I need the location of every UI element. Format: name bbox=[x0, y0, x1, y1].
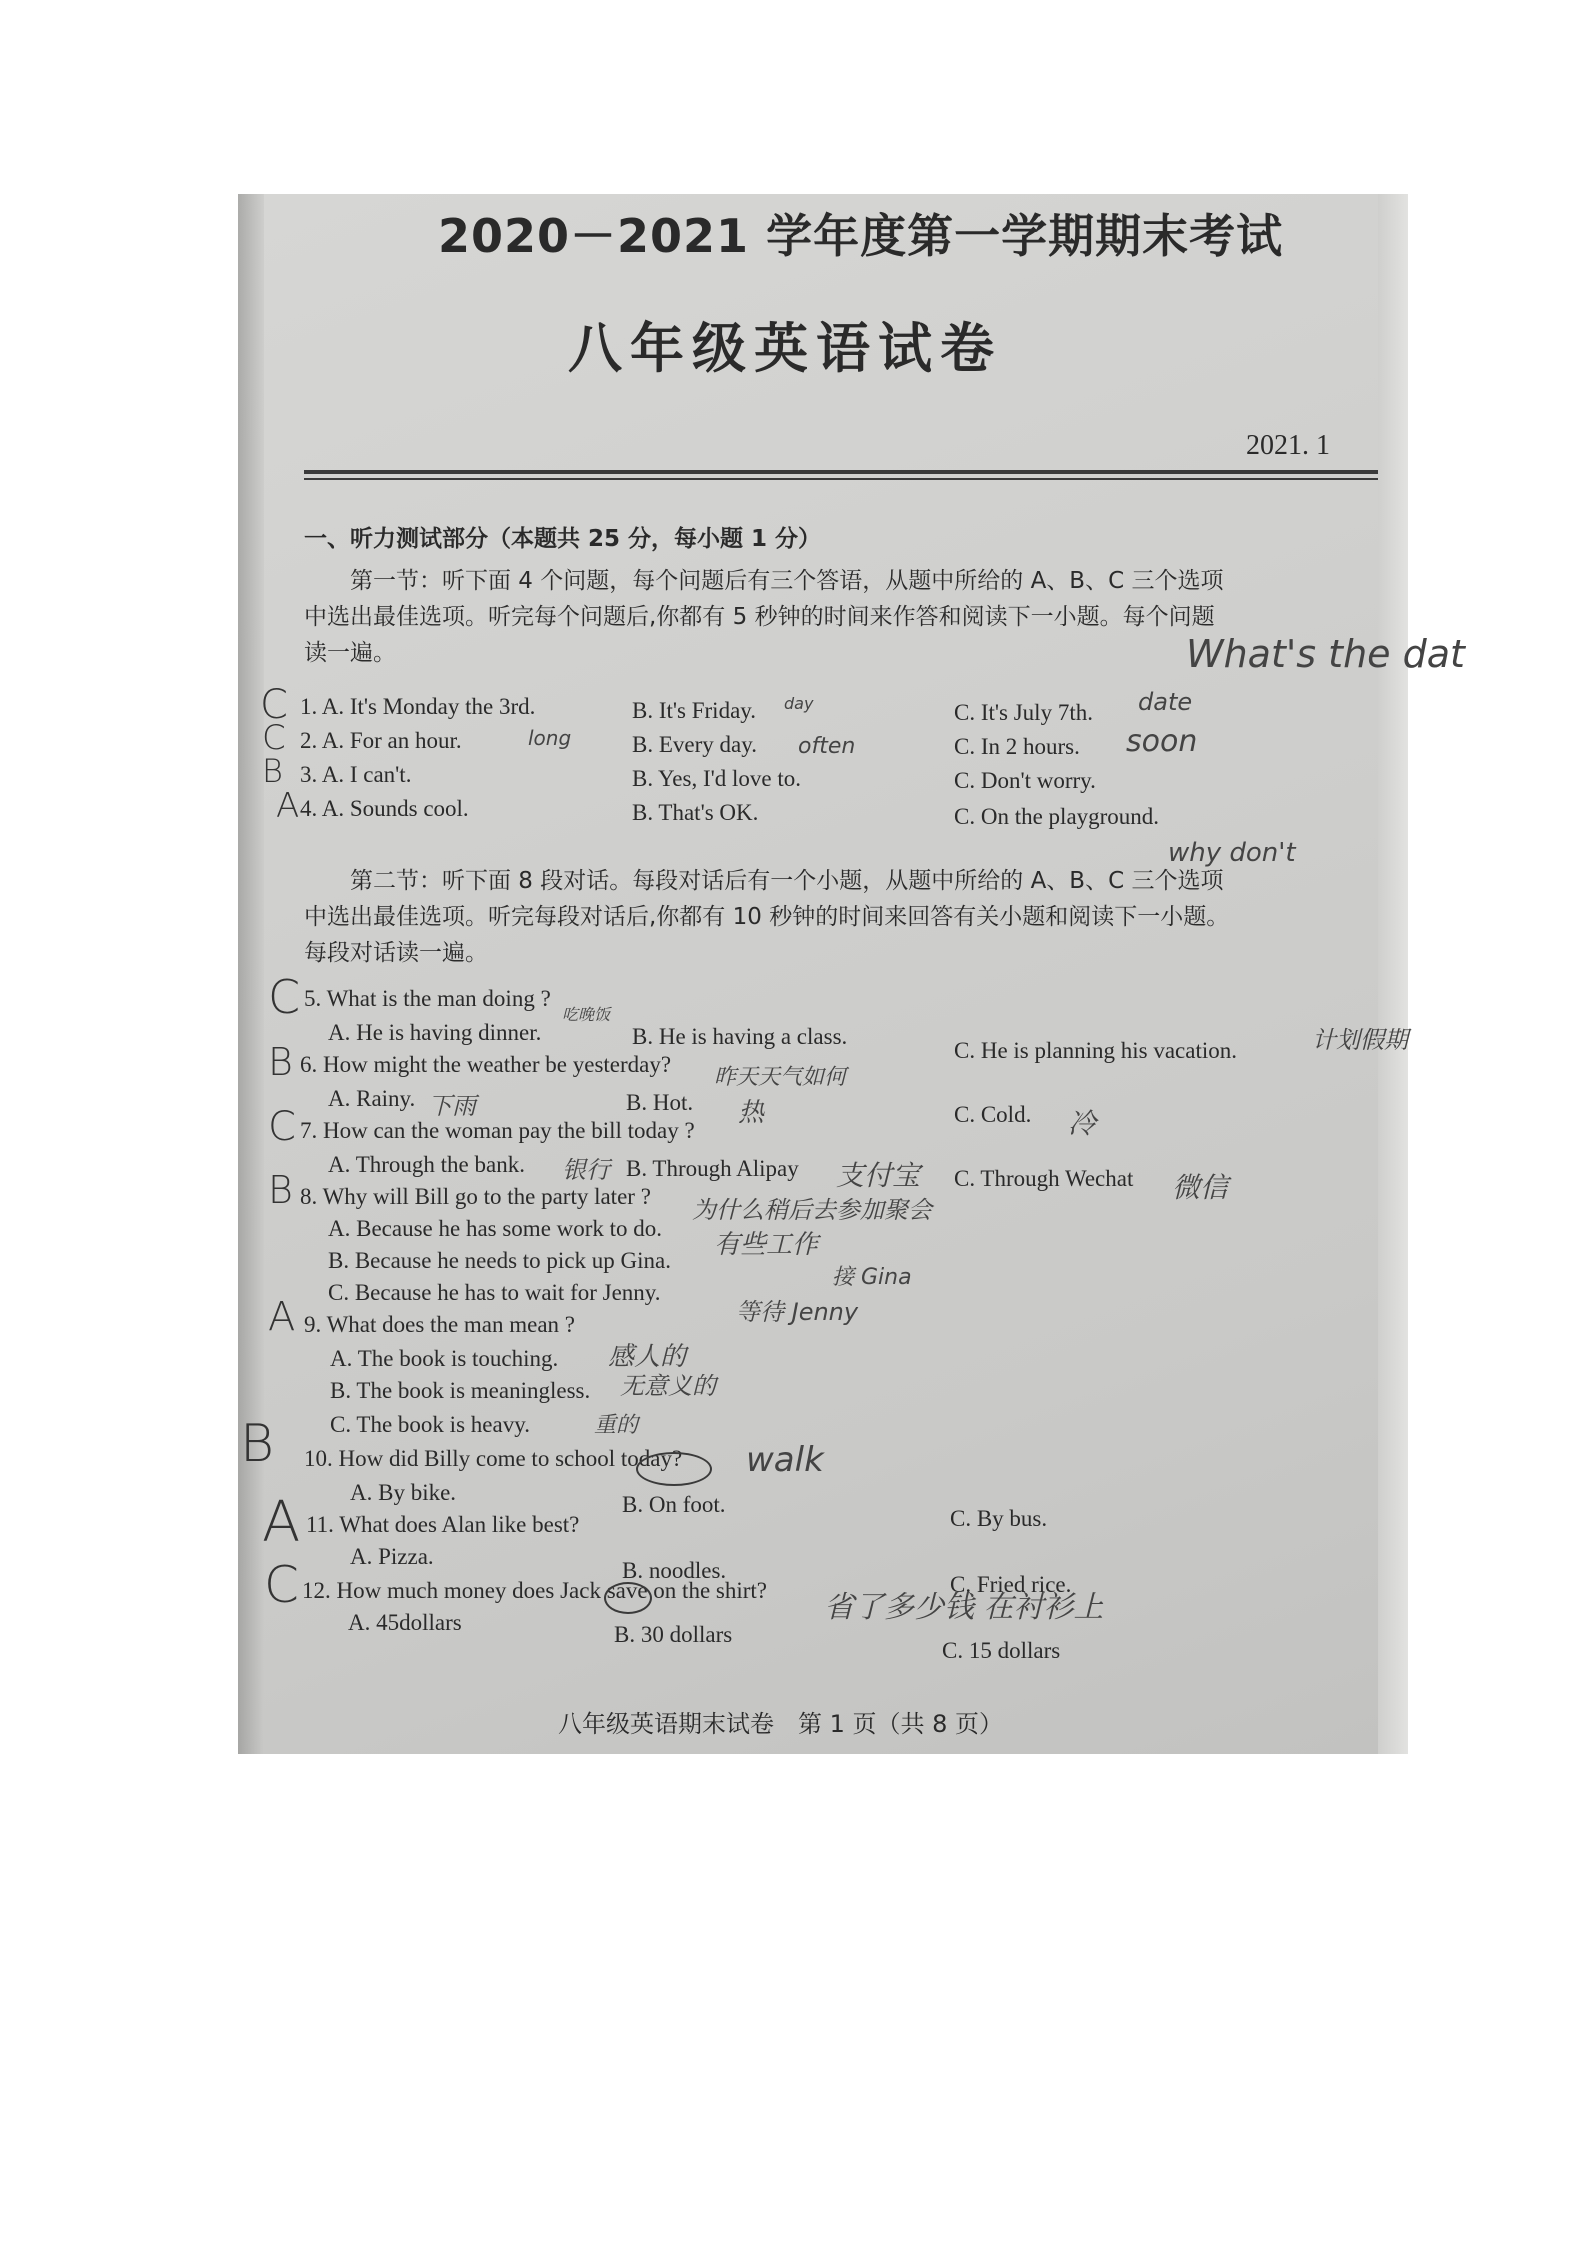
handwritten-answer-5: C bbox=[268, 970, 301, 1024]
handwritten-note-day: day bbox=[784, 694, 814, 713]
handwritten-answer-3: B bbox=[262, 752, 283, 790]
part2-instructions-line2: 中选出最佳选项。听完每段对话后,你都有 10 秒钟的时间来回答有关小题和阅读下一小题。 bbox=[304, 904, 1230, 930]
handwritten-answer-12: C bbox=[264, 1556, 299, 1614]
q6-option-a: A. Rainy. bbox=[328, 1086, 416, 1111]
handwritten-note-wechat: 微信 bbox=[1172, 1171, 1229, 1204]
exam-main-title: 八年级英语试卷 bbox=[568, 317, 1002, 380]
q9-option-b: B. The book is meaningless. bbox=[330, 1378, 591, 1403]
handwritten-note-weather: 昨天天气如何 bbox=[714, 1065, 847, 1090]
handwritten-answer-1: C bbox=[260, 682, 288, 728]
handwritten-note-cold: 冷 bbox=[1068, 1107, 1097, 1140]
handwritten-note-meaningless: 无意义的 bbox=[620, 1372, 716, 1400]
exam-date: 2021. 1 bbox=[1246, 430, 1330, 461]
handwritten-note-walk: walk bbox=[746, 1440, 824, 1480]
handwritten-answer-2: C bbox=[262, 718, 286, 758]
handwritten-note-gina: 接 Gina bbox=[832, 1265, 912, 1290]
q3-option-c: C. Don't worry. bbox=[954, 768, 1096, 793]
handwritten-note-vacation: 计划假期 bbox=[1312, 1026, 1408, 1054]
q9-option-a: A. The book is touching. bbox=[330, 1346, 559, 1371]
q7-stem: 7. How can the woman pay the bill today ? bbox=[300, 1118, 695, 1143]
section1-heading: 一、听力测试部分（本题共 25 分，每小题 1 分） bbox=[304, 526, 822, 552]
q4-option-b: B. That's OK. bbox=[632, 800, 759, 825]
handwritten-note-bank: 银行 bbox=[562, 1156, 610, 1184]
handwritten-note-work: 有些工作 bbox=[714, 1230, 819, 1260]
q2-option-c: C. In 2 hours. bbox=[954, 734, 1080, 759]
page-footer: 八年级英语期末试卷 第 1 页（共 8 页） bbox=[558, 1710, 1004, 1738]
q12-stem: 12. How much money does Jack save on the shirt? bbox=[302, 1578, 768, 1603]
q5-option-c: C. He is planning his vacation. bbox=[954, 1038, 1237, 1063]
handwritten-note-hot: 热 bbox=[738, 1098, 765, 1128]
q7-option-b: B. Through Alipay bbox=[626, 1156, 799, 1181]
handwritten-answer-8: B bbox=[268, 1168, 293, 1212]
part1-instructions-line3: 读一遍。 bbox=[304, 640, 396, 666]
part2-instructions-line3: 每段对话读一遍。 bbox=[304, 940, 488, 966]
handwritten-note-long: long bbox=[528, 726, 572, 750]
handwritten-answer-10: B bbox=[240, 1414, 275, 1474]
page-edge-shadow bbox=[238, 194, 264, 1754]
handwritten-note-rain: 下雨 bbox=[428, 1092, 476, 1120]
q2-option-b: B. Every day. bbox=[632, 732, 757, 757]
handwritten-note-often: often bbox=[798, 734, 856, 759]
q4-option-c: C. On the playground. bbox=[954, 804, 1160, 829]
part1-instructions-line2: 中选出最佳选项。听完每个问题后,你都有 5 秒钟的时间来作答和阅读下一小题。每个问题 bbox=[304, 604, 1215, 630]
handwritten-note-whats-the-date: What's the dat bbox=[1186, 632, 1465, 676]
handwritten-note-dinner: 吃晚饭 bbox=[562, 1005, 611, 1024]
circle-mark-save bbox=[604, 1582, 652, 1614]
q5-option-a: A. He is having dinner. bbox=[328, 1020, 542, 1045]
handwritten-note-save: 省了多少钱 在衬衫上 bbox=[824, 1590, 1104, 1625]
page-right-edge bbox=[1378, 194, 1408, 1754]
handwritten-answer-11: A bbox=[262, 1490, 301, 1555]
q1-option-a: 1. A. It's Monday the 3rd. bbox=[300, 694, 536, 719]
q3-option-a: 3. A. I can't. bbox=[300, 762, 412, 787]
exam-page-photo bbox=[238, 194, 1465, 1754]
q1-option-b: B. It's Friday. bbox=[632, 698, 757, 723]
handwritten-note-alipay: 支付宝 bbox=[836, 1159, 921, 1192]
q7-option-c: C. Through Wechat bbox=[954, 1166, 1134, 1191]
q12-option-b: B. 30 dollars bbox=[614, 1622, 733, 1647]
q10-stem: 10. How did Billy come to school today? bbox=[304, 1446, 683, 1471]
q9-option-c: C. The book is heavy. bbox=[330, 1412, 530, 1437]
q11-option-b: B. noodles. bbox=[622, 1558, 727, 1583]
q8-option-a: A. Because he has some work to do. bbox=[328, 1216, 663, 1241]
q2-option-a: 2. A. For an hour. bbox=[300, 728, 462, 753]
handwritten-answer-4: A bbox=[276, 786, 300, 826]
exam-year-title: 2020－2021 学年度第一学期期末考试 bbox=[438, 209, 1284, 263]
handwritten-note-heavy: 重的 bbox=[594, 1413, 639, 1438]
q12-option-a: A. 45dollars bbox=[348, 1610, 462, 1635]
q3-option-b: B. Yes, I'd love to. bbox=[632, 766, 801, 791]
q1-option-c: C. It's July 7th. bbox=[954, 700, 1093, 725]
q11-option-c: C. Fried rice. bbox=[950, 1572, 1072, 1597]
q5-stem: 5. What is the man doing ? bbox=[304, 986, 551, 1011]
q12-option-c: C. 15 dollars bbox=[942, 1638, 1061, 1663]
q10-option-a: A. By bike. bbox=[350, 1480, 457, 1505]
circle-mark-today bbox=[636, 1452, 712, 1486]
q10-option-c: C. By bus. bbox=[950, 1506, 1048, 1531]
q8-option-b: B. Because he needs to pick up Gina. bbox=[328, 1248, 671, 1273]
part2-instructions-line1: 第二节：听下面 8 段对话。每段对话后有一个小题，从题中所给的 A、B、C 三个选项 bbox=[350, 868, 1224, 894]
q8-stem: 8. Why will Bill go to the party later ? bbox=[300, 1184, 651, 1209]
q9-stem: 9. What does the man mean ? bbox=[304, 1312, 576, 1337]
q7-option-a: A. Through the bank. bbox=[328, 1152, 525, 1177]
title-rule-thick bbox=[304, 470, 1378, 474]
handwritten-answer-9: A bbox=[268, 1294, 296, 1340]
q6-option-c: C. Cold. bbox=[954, 1102, 1032, 1127]
q4-option-a: 4. A. Sounds cool. bbox=[300, 796, 469, 821]
title-rule-thin bbox=[304, 478, 1378, 480]
handwritten-note-touching: 感人的 bbox=[608, 1342, 687, 1372]
handwritten-note-party: 为什么稍后去参加聚会 bbox=[692, 1196, 932, 1224]
q11-option-a: A. Pizza. bbox=[350, 1544, 434, 1569]
q6-option-b: B. Hot. bbox=[626, 1090, 694, 1115]
handwritten-note-jenny: 等待 Jenny bbox=[736, 1298, 859, 1326]
handwritten-note-why-dont: why don't bbox=[1168, 838, 1296, 868]
q8-option-c: C. Because he has to wait for Jenny. bbox=[328, 1280, 661, 1305]
handwritten-note-soon: soon bbox=[1126, 724, 1198, 759]
q6-stem: 6. How might the weather be yesterday? bbox=[300, 1052, 672, 1077]
q11-stem: 11. What does Alan like best? bbox=[306, 1512, 580, 1537]
part1-instructions-line1: 第一节：听下面 4 个问题，每个问题后有三个答语，从题中所给的 A、B、C 三个选项 bbox=[350, 568, 1224, 594]
handwritten-answer-6: B bbox=[268, 1040, 293, 1084]
q5-option-b: B. He is having a class. bbox=[632, 1024, 848, 1049]
handwritten-note-date: date bbox=[1138, 688, 1193, 716]
handwritten-answer-7: C bbox=[268, 1104, 296, 1150]
q10-option-b: B. On foot. bbox=[622, 1492, 726, 1517]
